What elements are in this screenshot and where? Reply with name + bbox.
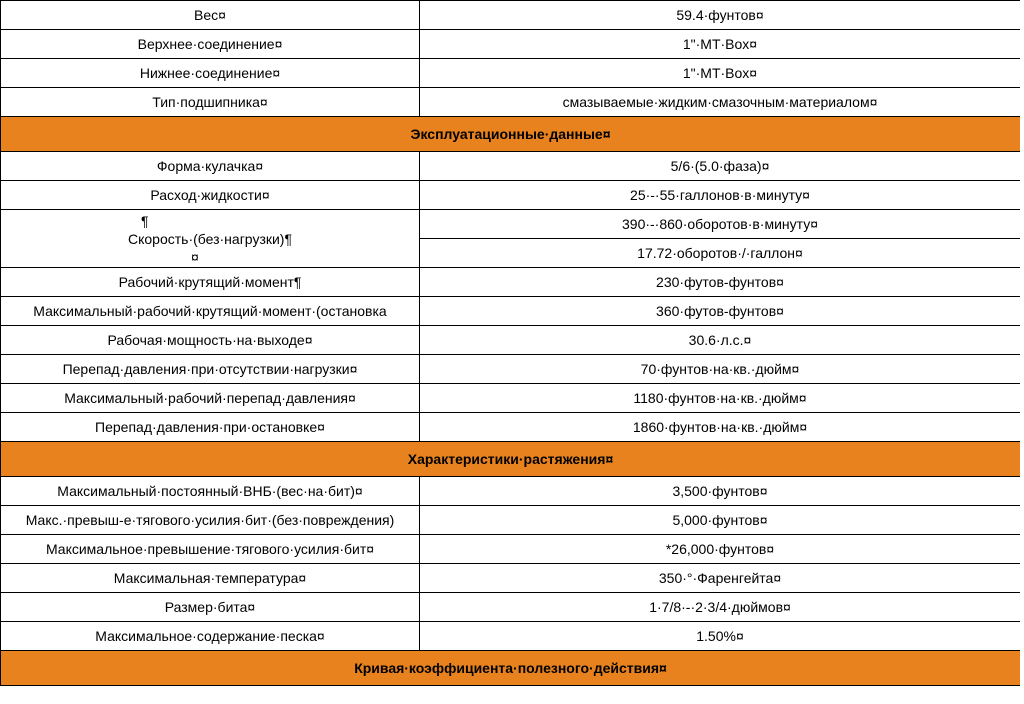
table-row [1,535,1021,564]
spec-label: Максимальный·постоянный·ВНБ·(вес·на·бит)¤ [1,477,420,506]
spec-label: Тип·подшипника¤ [1,88,420,117]
pilcrow-mark: ¶ [141,212,149,229]
spec-value: 17.72·оборотов·/·галлон¤ [420,239,1021,268]
table-row [1,30,1021,59]
spec-value: 1"·MT·Box¤ [420,30,1021,59]
spec-label: Перепад·давления·при·остановке¤ [1,413,420,442]
spec-value: 1860·фунтов·на·кв.·дюйм¤ [420,413,1021,442]
table-row [1,413,1021,442]
table-row [1,564,1021,593]
spec-value: 1·7/8·-·2·3/4·дюймов¤ [420,593,1021,622]
spec-label: Максимальный·рабочий·перепад·давления¤ [1,384,420,413]
spec-label: Нижнее·соединение¤ [1,59,420,88]
spec-value: 5,000·фунтов¤ [420,506,1021,535]
spec-value: смазываемые·жидким·смазочным·материалом¤ [420,88,1021,117]
spec-label: Перепад·давления·при·отсутствии·нагрузки¤ [1,355,420,384]
table-row [1,88,1021,117]
spec-value: 1180·фунтов·на·кв.·дюйм¤ [420,384,1021,413]
spec-value: 360·футов-фунтов¤ [420,297,1021,326]
spec-value: 5/6·(5.0·фаза)¤ [420,152,1021,181]
table-row [1,152,1021,181]
table-row [1,210,1021,239]
spec-label: Вес¤ [1,1,420,30]
spec-value: 70·фунтов·на·кв.·дюйм¤ [420,355,1021,384]
spec-value: 230·футов-фунтов¤ [420,268,1021,297]
spec-label: Максимальная·температура¤ [1,564,420,593]
page-margin [1020,0,1024,704]
table-row [1,355,1021,384]
spec-label: Скорость·(без·нагрузки)¶ [127,230,292,247]
spec-value: 30.6·л.с.¤ [420,326,1021,355]
table-row [1,384,1021,413]
section-header-row [1,442,1021,477]
table-row [1,506,1021,535]
spec-label: Расход·жидкости¤ [1,181,420,210]
speed-label-cell [1,210,420,268]
table-row [1,268,1021,297]
table-row [1,59,1021,88]
table-row [1,326,1021,355]
spec-value: 59.4·фунтов¤ [420,1,1021,30]
spec-label: Рабочий·крутящий·момент¶ [1,268,420,297]
spec-label: Рабочая·мощность·на·выходе¤ [1,326,420,355]
cell-end-mark: ¤ [191,248,199,265]
spec-value: 390·-·860·оборотов·в·минуту¤ [420,210,1021,239]
spec-label: Макс.·превыш-е·тягового·усилия·бит·(без·повреждения) [1,506,420,535]
table-row [1,1,1021,30]
section-title-efficiency: Кривая·коэффициента·полезного·действия¤ [1,651,1021,686]
spec-value: 1"·MT·Box¤ [420,59,1021,88]
table-row [1,297,1021,326]
section-title-operational: Эксплуатационные·данные¤ [1,117,1021,152]
table-row [1,181,1021,210]
spec-label: Размер·бита¤ [1,593,420,622]
spec-value: 3,500·фунтов¤ [420,477,1021,506]
section-header-row [1,651,1021,686]
spec-value: 25·-·55·галлонов·в·минуту¤ [420,181,1021,210]
table-row [1,477,1021,506]
spec-label: Верхнее·соединение¤ [1,30,420,59]
spec-value: 1.50%¤ [420,622,1021,651]
spec-label: Максимальное·содержание·песка¤ [1,622,420,651]
spec-value: 350·°·Фаренгейта¤ [420,564,1021,593]
table-row [1,622,1021,651]
spec-label: Максимальный·рабочий·крутящий·момент·(остановка [1,297,420,326]
table-row [1,593,1021,622]
spec-label: Максимальное·превышение·тягового·усилия·бит¤ [1,535,420,564]
section-title-tensile: Характеристики·растяжения¤ [1,442,1021,477]
section-header-row [1,117,1021,152]
spec-label: Форма·кулачка¤ [1,152,420,181]
spec-value: *26,000·фунтов¤ [420,535,1021,564]
